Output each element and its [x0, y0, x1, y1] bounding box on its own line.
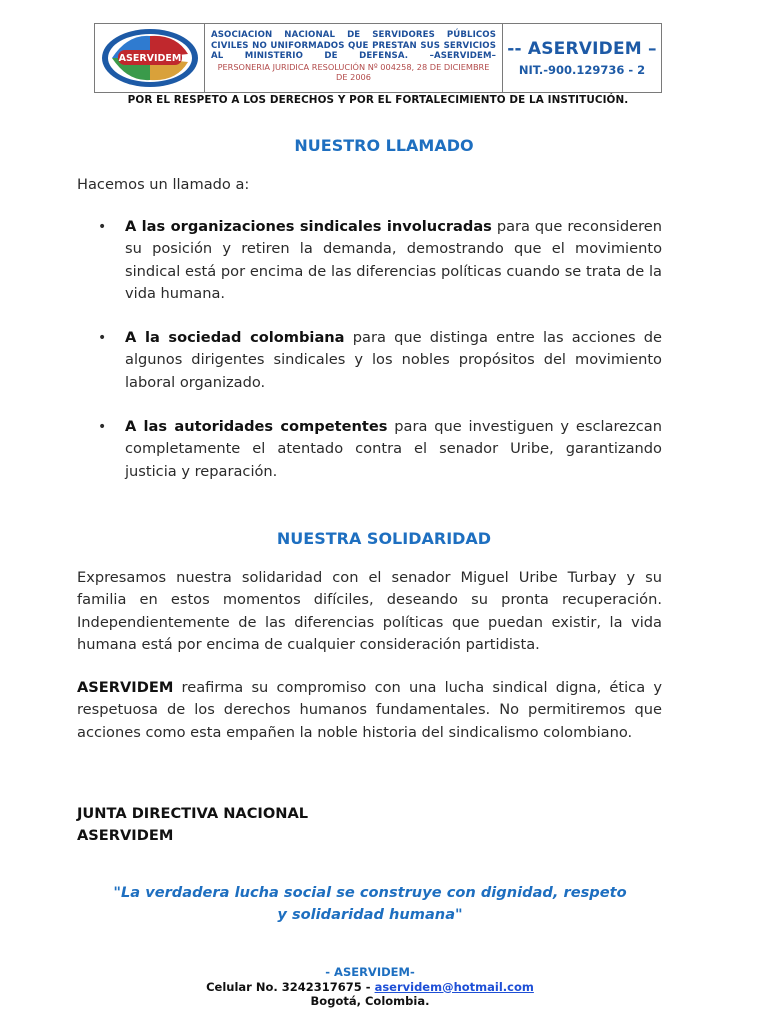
intro-text: Hacemos un llamado a:: [77, 176, 250, 193]
commitment-text: reafirma su compromiso con una lucha sindical digna, ética y respetuosa de los derechos humanos fundamentales. No permitiremos que acciones como esta empañen la noble historia del sindicalismo colombiano.: [77, 679, 662, 741]
list-item: [98, 216, 662, 305]
bullet-text: [125, 416, 662, 483]
commitment-paragraph: [77, 677, 662, 744]
heading-nuestro-llamado: NUESTRO LLAMADO: [294, 136, 474, 155]
footer-brand: - ASERVIDEM-: [325, 965, 415, 979]
brand-cell: [503, 24, 661, 92]
list-item: [98, 327, 662, 394]
motto: POR EL RESPETO A LOS DERECHOS Y POR EL FORTALECIMIENTO DE LA INSTITUCIÓN.: [127, 94, 629, 106]
closing-quote: "La verdadera lucha social se construye con dignidad, respeto y solidaridad humana": [113, 884, 627, 923]
signature-block: [77, 803, 308, 847]
bullet-bold: A las organizaciones sindicales involucradas: [125, 218, 492, 235]
bullet-dot-icon: •: [98, 219, 107, 235]
solidarity-paragraph: Expresamos nuestra solidaridad con el senador Miguel Uribe Turbay y su familia en estos momentos difíciles, deseando su pronta recuperación. Independientemente de las diferencias políticas que puedan existir, la vida humana está por encima de cualquier consideración partidista.: [77, 569, 662, 653]
bullet-bold: A las autoridades competentes: [125, 418, 388, 435]
heading-nuestra-solidaridad: NUESTRA SOLIDARIDAD: [276, 529, 492, 548]
logo-text: ASERVIDEM: [118, 53, 181, 64]
footer-email-link[interactable]: aservidem@hotmail.com: [374, 979, 534, 994]
footer-city: Bogotá, Colombia.: [310, 994, 430, 1008]
footer-phone: Celular No. 3242317675 -: [206, 979, 375, 994]
list-item: [98, 416, 662, 483]
letterhead: [94, 23, 662, 93]
footer-contact: [0, 980, 740, 995]
bullet-rest: para que reconsideren su posición y retiren la demanda, demostrando que el movimiento sindical está por encima de las diferencias políticas cuando se trata de la vida humana.: [125, 218, 662, 302]
bullet-text: [125, 216, 662, 305]
commitment-bold: ASERVIDEM: [77, 679, 174, 696]
footer: [0, 965, 740, 1009]
bullet-dot-icon: •: [98, 419, 107, 435]
bullet-rest: para que distinga entre las acciones de algunos dirigentes sindicales y los nobles propósitos del movimiento laboral organizado.: [125, 329, 662, 391]
brand-title: -- ASERVIDEM –: [507, 39, 657, 59]
bullet-bold: A la sociedad colombiana: [125, 329, 345, 346]
association-info: [205, 24, 503, 92]
bullet-text: [125, 327, 662, 394]
personeria-text: PERSONERIA JURIDICA RESOLUCIÓN Nº 004258, 28 DE DICIEMBRE DE 2006: [217, 61, 490, 82]
nit-number: NIT.-900.129736 - 2: [518, 63, 646, 77]
bullet-dot-icon: •: [98, 330, 107, 346]
bullet-rest: para que investiguen y esclarezcan completamente el atentado contra el senador Uribe, garantizando justicia y reparación.: [125, 418, 662, 480]
aservidem-logo-icon: [98, 26, 202, 90]
association-name: ASOCIACION NACIONAL DE SERVIDORES PÚBLICOS CIVILES NO UNIFORMADOS QUE PRESTAN SUS SERVICIOS AL MINISTERIO DE DEFENSA. –ASERVIDEM–: [211, 30, 496, 61]
logo-cell: [95, 24, 205, 92]
signature-line-2: ASERVIDEM: [77, 827, 174, 844]
signature-line-1: JUNTA DIRECTIVA NACIONAL: [77, 805, 309, 822]
